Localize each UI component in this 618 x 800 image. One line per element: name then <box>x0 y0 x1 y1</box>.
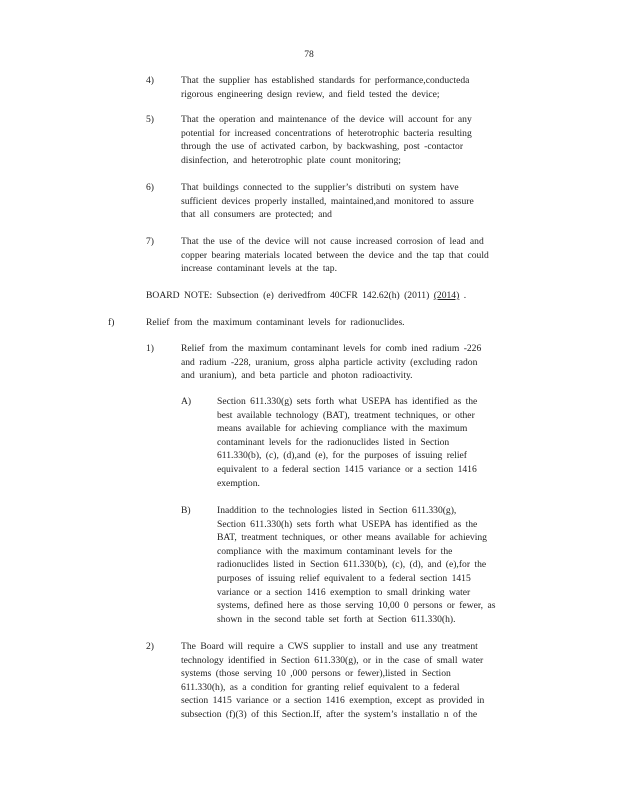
text-line: That buildings connected to the supplier’s distributi on system have <box>181 182 459 193</box>
board-note <box>146 289 536 303</box>
item-paragraph <box>181 181 521 222</box>
text-line: disinfection, and heterotrophic plate count monitoring; <box>181 154 401 166</box>
text-line: best available technology (BAT), treatment techniques, or other <box>217 409 475 421</box>
board-note-trailing: . <box>459 290 467 301</box>
text-line: That the use of the device will not cause increased corrosion of lead and <box>181 236 484 247</box>
board-note-line <box>146 289 536 303</box>
text-line: contaminant levels for the radionuclides listed in Section <box>217 436 450 448</box>
subitem-paragraph <box>217 504 537 626</box>
subitem-letter: B) <box>181 505 191 516</box>
text-line: Section 611.330(g) sets forth what USEPA has identified as the <box>217 396 478 407</box>
text-line: Relief from the maximum contaminant levels for radionuclides. <box>146 317 405 328</box>
text-line: Section 611.330(h) sets forth what USEPA has identified as the <box>217 518 478 530</box>
text-line: The Board will require a CWS supplier to install and use any treatment <box>181 641 478 652</box>
item-number: 1) <box>146 343 154 354</box>
subitem-paragraph <box>217 395 522 490</box>
text-line: radionuclides listed in Section 611.330(b), (c), (d), and (e),for the <box>217 559 487 571</box>
text-line: section 1415 variance or a section 1416 exemption, except as provided in <box>181 695 485 707</box>
item-paragraph <box>181 640 536 722</box>
text-line: that all consumers are protected; and <box>181 209 332 221</box>
text-line: That the supplier has established standards for performance,conducteda <box>181 75 470 86</box>
item-paragraph <box>181 74 521 101</box>
text-line: Relief from the maximum contaminant levels for comb ined radium -226 <box>181 343 482 354</box>
text-line: systems, defined here as those serving 10,00 0 persons or fewer, as <box>217 600 496 612</box>
item-number: 4) <box>146 75 154 86</box>
item-number: 7) <box>146 236 154 247</box>
text-line: sufficient devices properly installed, maintained,and monitored to assure <box>181 195 474 207</box>
board-note-text: BOARD NOTE: Subsection (e) derivedfrom 40CFR 142.62(h) (2011) <box>146 290 430 301</box>
item-paragraph <box>181 342 526 383</box>
text-line: 611.330(b), (c), (d),and (e), for the purposes of issuing relief <box>217 450 467 462</box>
text-line: copper bearing materials located between the device and the tap that could <box>181 249 489 261</box>
section-heading <box>146 316 446 330</box>
item-paragraph <box>181 235 526 276</box>
text-line: means available for achieving compliance with the maximum <box>217 423 468 435</box>
text-line: and radium -228, uranium, gross alpha particle activity (excluding radon <box>181 356 478 368</box>
item-number: 6) <box>146 182 154 193</box>
text-line: compliance with the maximum contaminant levels for the <box>217 545 453 557</box>
text-line: subsection (f)(3) of this Section.If, after the system’s installatio n of the <box>181 708 478 720</box>
text-line: exemption. <box>217 477 260 489</box>
text-line: BAT, treatment techniques, or other means available for achieving <box>217 532 487 544</box>
text-line: increase contaminant levels at the tap. <box>181 263 337 275</box>
text-line: purposes of issuing relief equivalent to a federal section 1415 <box>217 572 471 584</box>
text-line: technology identified in Section 611.330(g), or in the case of small water <box>181 654 484 666</box>
text-line: That the operation and maintenance of the device will account for any <box>181 114 472 125</box>
text-line: and uranium), and beta particle and photon radioactivity. <box>181 370 413 382</box>
page-number: 78 <box>304 49 314 60</box>
board-note-underlined-year: (2014) <box>433 290 460 301</box>
section-label: f) <box>108 317 115 328</box>
text-line: through the use of activated carbon, by backwashing, post -contactor <box>181 141 464 153</box>
text-line: potential for increased concentrations of heterotrophic bacteria resulting <box>181 127 472 139</box>
item-number: 5) <box>146 114 154 125</box>
item-number: 2) <box>146 641 154 652</box>
text-line: rigorous engineering design review, and field tested the device; <box>181 88 440 100</box>
text-line: equivalent to a federal section 1415 variance or a section 1416 <box>217 463 477 475</box>
text-line: systems (those serving 10 ,000 persons or fewer),listed in Section <box>181 668 451 680</box>
subitem-letter: A) <box>181 396 192 407</box>
item-paragraph <box>181 113 521 167</box>
text-line: Inaddition to the technologies listed in Section 611.330(g), <box>217 505 457 516</box>
text-line: shown in the second table set forth at Section 611.330(h). <box>217 613 456 625</box>
text-line: 611.330(h), as a condition for granting relief equivalent to a federal <box>181 681 460 693</box>
text-line: variance or a section 1416 exemption to small drinking water <box>217 586 471 598</box>
